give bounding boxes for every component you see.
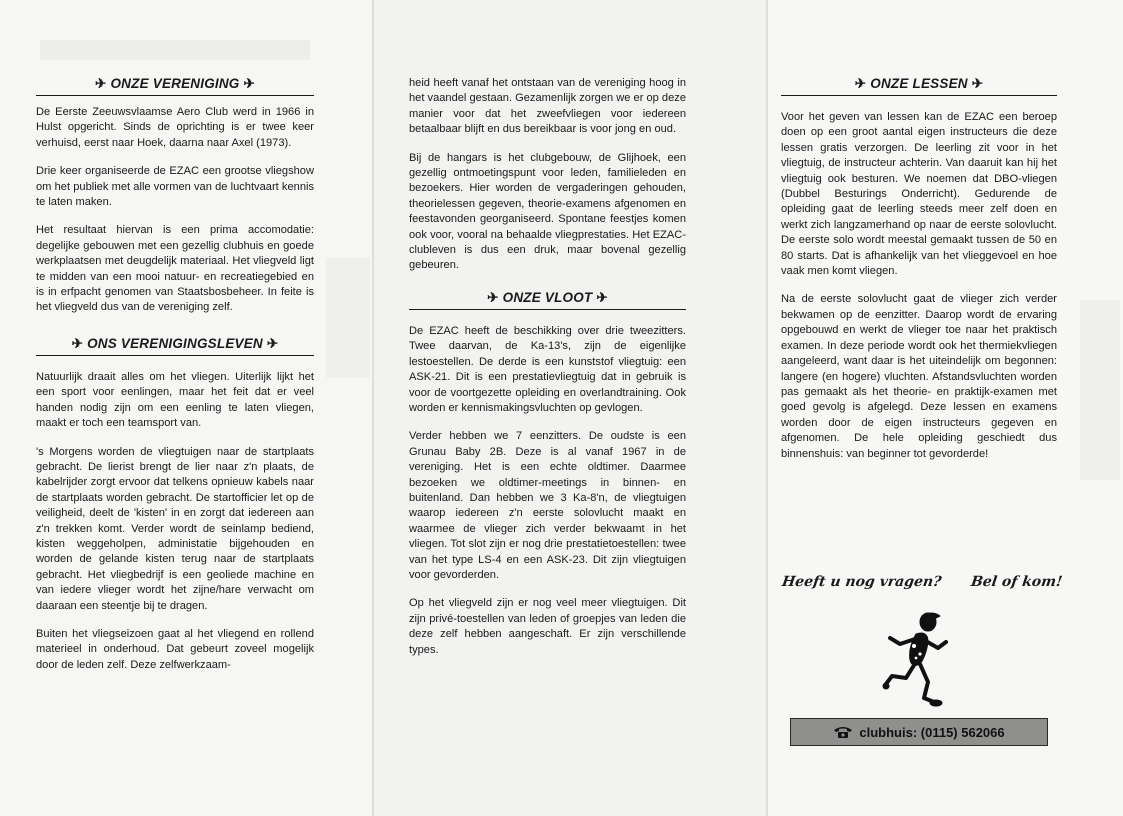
show-through [40,40,310,60]
paragraph: De Eerste Zeeuwsvlaamse Aero Club werd in 1966 in Hulst opgericht. Sinds de oprichting is er twee keer verhuisd, eerst naar Hoek, daarna naar Axel (1973). [36,106,314,149]
airplane-icon: ✈ [71,335,84,351]
fold-line [766,0,768,816]
question-text: Heeft u nog vragen? [780,574,943,590]
column-right [781,76,1057,475]
column-middle [409,76,686,671]
airplane-icon: ✈ [971,76,984,91]
show-through [326,258,370,378]
paragraph: Natuurlijk draait alles om het vliegen. Uiterlijk lijkt het een sport voor eenlingen, maar het feit dat er veel handen nodig zijn om een eenling te laten vliegen, maakt er toch een teamsport van. [36,370,314,430]
fold-line [372,0,374,816]
airplane-icon: ✈ [487,289,499,305]
paragraph: heid heeft vanaf het ontstaan van de vereniging hoog in het vaandel gestaan. Gezamenlijk zorgen we er op deze manier voor dat het zweefvliegen voor iedereen betaalbaar blijft en dus bereikbaar is voor jong en oud. [409,77,686,136]
column-left [36,76,314,686]
contact-prompt [782,574,1062,590]
heading-onze-lessen [781,76,1057,96]
show-through [1080,300,1120,480]
paragraph: Voor het geven van lessen kan de EZAC een beroep doen op een groot aantal eigen instructeurs die deze lessen gratis verzorgen. De leerling zit voor in het vliegtuig, de instructeur achterin. Van daaruit kan hij het vliegtuig ook besturen. We noemen dat DBO-vliegen (Dubbel Besturings Onderricht). Gedurende de opleiding gaat de leerling steeds meer zelf doen en werkt zich langzamerhand op naar de eerste solovlucht. De eerste solo wordt meestal gemaakt tussen de 50 en 80 starts. Dat is afhankelijk van het vlieggevoel en hoe vaak men komt vliegen. [781,111,1057,278]
telephone-icon [833,725,853,739]
running-figure-icon [876,608,956,708]
paragraph: 's Morgens worden de vliegtuigen naar de startplaats gebracht. De lierist brengt de lier naar z'n plaats, de kabelrijder zorgt ervoor dat telkens opnieuw kabels naar de startplaats worden gebracht. De startofficier let op de veiligheid, deelt de 'kisten' in en zorgt dat iedereen aan z'n trekken komt. Verder wordt de seinlamp bediend, kisten weggeholpen, administatie bijgehouden en worden de gelande kisten terug naar de startplaats gebracht. Het vliegbedrijf is een geoliede machine en van iedere vlieger wordt het zijne/hare verwacht om daaraan een steentje bij te dragen. [36,445,314,612]
airplane-icon: ✈ [596,289,608,305]
paragraph: Verder hebben we 7 eenzitters. De oudste is een Grunau Baby 2B. Deze is al vanaf 1967 in de vereniging. Het is een echte oldtimer. Daarmee bezoeken we oldtimer-meetings in binnen- en buitenland. Dan hebben we 3 Ka-8'n, de vliegtuigen waarop iedereen z'n eerste solovlucht maakt en waarmee de vlieger zich verder bekwaamt in het vliegen. Tot slot zijn er nog drie prestatietoestellen: twee van het type LS-4 en een ASK-23. Dit zijn vliegtuigen voor gevorderden. [409,430,686,581]
heading-text: ONS VERENIGINGSLEVEN [87,335,263,351]
paragraph: Drie keer organiseerde de EZAC een grootse vliegshow om het publiek met alle vormen van de luchtvaart kennis te laten maken. [36,165,314,209]
heading-text: ONZE LESSEN [870,76,968,91]
airplane-icon: ✈ [95,76,107,91]
heading-onze-vereniging [36,76,314,96]
airplane-icon: ✈ [266,335,279,351]
heading-ons-verenigingsleven [36,336,314,356]
airplane-icon: ✈ [854,76,867,91]
phone-banner [790,718,1048,746]
call-text: Bel of kom! [969,574,1064,590]
paragraph: Buiten het vliegseizoen gaat al het vliegend en rollend materieel in onderhoud. Dat gebeurt zoveel mogelijk door de leden zelf. Deze zelfwerkzaam- [36,627,314,671]
paragraph: Na de eerste solovlucht gaat de vlieger zich verder bekwamen op de eenzitter. Daarop wordt de ervaring opgebouwd en werkt de vlieger toe naar het praktisch examen. In deze periode wordt ook het thermiekvliegen aangeleerd, want daar is het uiteindelijk om begonnen: langere (en hogere) vluchten. Afstandsvluchten worden pas gemaakt als het theorie- en praktijk-examen met goed gevolg is afgelegd. Deze lessen en examens worden door de eigen instructeurs gegeven en afgenomen. De hele opleiding geschiedt dus binnenshuis: van beginner tot gevorderde! [781,293,1057,460]
heading-text: ONZE VERENIGING [110,76,240,91]
airplane-icon: ✈ [243,76,255,91]
paragraph: Het resultaat hiervan is een prima accomodatie: degelijke gebouwen met een gezellig clubhuis en goede werkplaatsen met deugdelijk materiaal. Het vliegveld ligt te midden van een mooi natuur- en recreatiegebied en is in erfpacht genomen van Staatsbosbeheer. In feite is het vliegveld dus van de vereniging zelf. [36,224,314,314]
paragraph: Bij de hangars is het clubgebouw, de Glijhoek, een gezellig ontmoetingspunt voor leden, familieleden en bezoekers. Hier worden de vergaderingen gehouden, theorielessen gegeven, theorie-examens afgenomen en feestavonden georganiseerd. Spontane feestjes komen ook voor, vooral na behaalde vliegprestaties. Het EZAC-clubleven is dus een druk, maar bovenal gezellig gebeuren. [409,151,686,272]
heading-text: ONZE VLOOT [502,289,593,305]
heading-onze-vloot [409,290,686,310]
paragraph: Op het vliegveld zijn er nog veel meer vliegtuigen. Dit zijn privé-toestellen van leden of groepjes van leden die deze zelf hebben aangeschaft. Er zijn verschillende types. [409,597,686,656]
paragraph: De EZAC heeft de beschikking over drie tweezitters. Twee daarvan, de Ka-13's, zijn de eigenlijke lestoestellen. De derde is een kunststof vliegtuig: een ASK-21. Dit is een prestatievliegtuig dat in gebruik is voor de voortgezette opleiding en overlandtraining. Ook worden er kennismakingsvluchten op gevlogen. [409,324,686,414]
phone-number: clubhuis: (0115) 562066 [859,724,1005,740]
